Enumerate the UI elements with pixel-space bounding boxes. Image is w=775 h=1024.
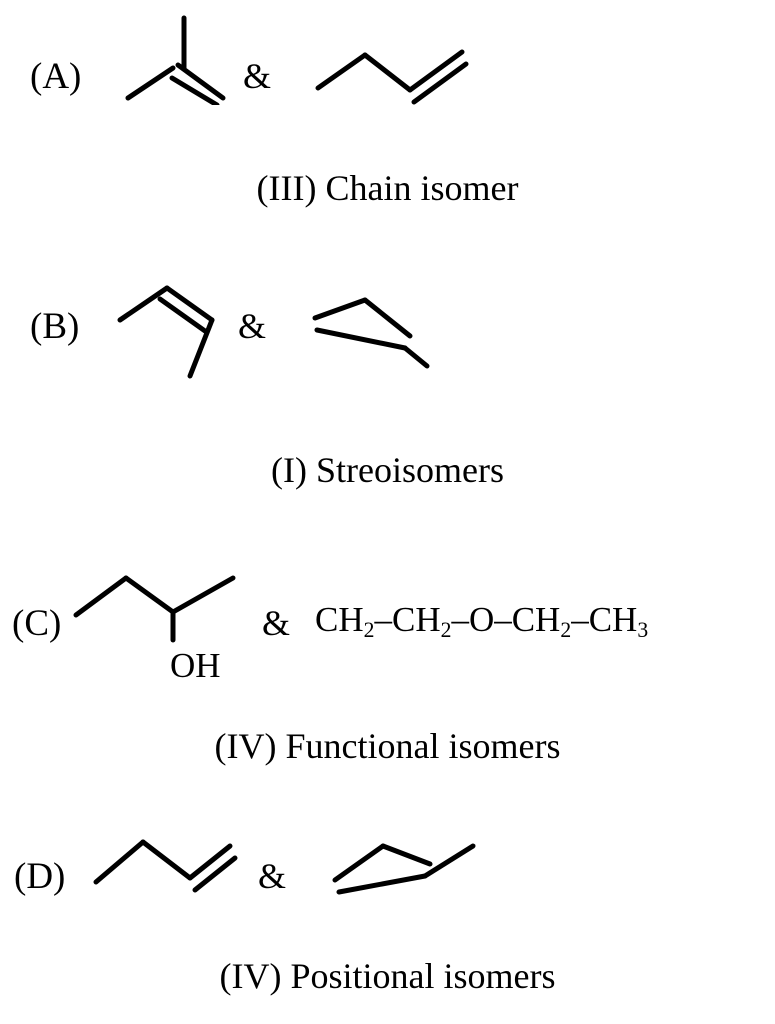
structure-2-methylpropene	[118, 10, 233, 105]
caption-d: (IV) Positional isomers	[219, 956, 556, 996]
structure-cis-2-butene	[112, 278, 222, 388]
option-label-d: (D)	[14, 856, 66, 897]
structure-butan-2-ol	[68, 560, 248, 650]
structure-1-butene-a	[310, 30, 475, 105]
option-label-a: (A)	[30, 56, 82, 97]
ampersand-c: &	[262, 603, 291, 643]
list-item	[0, 0, 775, 230]
list-item	[0, 270, 775, 500]
list-item	[0, 550, 775, 800]
option-label-c: (C)	[12, 603, 62, 644]
caption-b: (I) Streoisomers	[271, 450, 504, 490]
caption-a: (III) Chain isomer	[256, 168, 519, 208]
structure-1-butene-d	[88, 820, 238, 900]
ampersand-a: &	[243, 56, 272, 96]
structure-2-butene-d	[325, 824, 480, 904]
ampersand-d: &	[258, 856, 287, 896]
list-item	[0, 810, 775, 1020]
ether-formula: $CH_2-CH_2-O-CH_2-CH_3$	[315, 600, 649, 643]
option-label-b: (B)	[30, 306, 80, 347]
ampersand-b: &	[238, 306, 267, 346]
structure-trans-2-butene	[305, 288, 435, 383]
caption-c: (IV) Functional isomers	[214, 726, 561, 766]
hydroxyl-label: OH	[170, 646, 221, 685]
